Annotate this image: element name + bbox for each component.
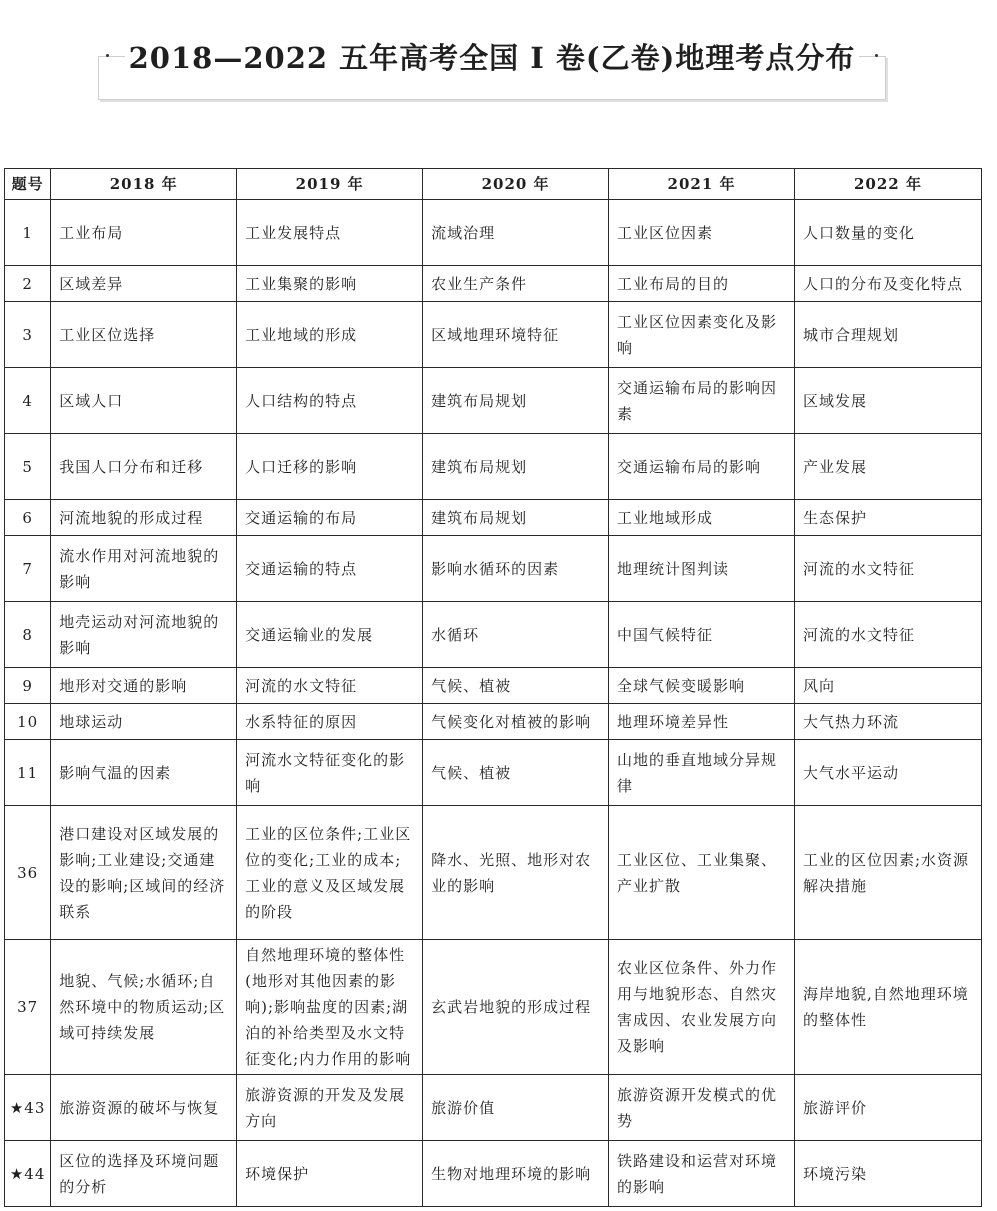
topic-cell: 工业的区位因素;水资源解决措施 [794,806,981,940]
topic-cell: 旅游资源的开发及发展方向 [237,1075,423,1141]
table-row [5,368,982,434]
table-row [5,806,982,940]
topic-cell: 地形对交通的影响 [51,668,237,704]
topic-cell: 风向 [794,668,981,704]
topic-cell: 交通运输布局的影响 [609,434,795,500]
question-number-cell: ★43 [5,1075,51,1141]
exam-topics-table [4,168,982,1207]
table-row [5,668,982,704]
table-body [5,200,982,1207]
table-row [5,704,982,740]
topic-cell: 生态保护 [794,500,981,536]
topic-cell: 交通运输的特点 [237,536,423,602]
header-year-2018: 2018 年 [51,169,237,200]
topic-cell: 工业区位因素变化及影响 [609,302,795,368]
topic-cell: 工业区位、工业集聚、产业扩散 [609,806,795,940]
topic-cell: 交通运输的布局 [237,500,423,536]
topic-cell: 人口结构的特点 [237,368,423,434]
table-row [5,536,982,602]
topic-cell: 工业的区位条件;工业区位的变化;工业的成本;工业的意义及区域发展的阶段 [237,806,423,940]
question-number-cell: 4 [5,368,51,434]
question-number-cell: 3 [5,302,51,368]
topic-cell: 河流的水文特征 [794,536,981,602]
topic-cell: 农业生产条件 [423,266,609,302]
topic-cell: 河流水文特征变化的影响 [237,740,423,806]
topic-cell: 大气水平运动 [794,740,981,806]
question-number-cell: 8 [5,602,51,668]
topic-cell: 流水作用对河流地貌的影响 [51,536,237,602]
topic-cell: 交通运输业的发展 [237,602,423,668]
topic-cell: 地球运动 [51,704,237,740]
topic-cell: 建筑布局规划 [423,500,609,536]
topic-cell: 自然地理环境的整体性(地形对其他因素的影响);影响盐度的因素;湖泊的补给类型及水文特征变化;内力作用的影响 [237,940,423,1075]
topic-cell: 人口的分布及变化特点 [794,266,981,302]
question-number-cell: 6 [5,500,51,536]
topic-cell: 铁路建设和运营对环境的影响 [609,1141,795,1207]
topic-cell: 建筑布局规划 [423,368,609,434]
topic-cell: 我国人口分布和迁移 [51,434,237,500]
question-number-cell: ★44 [5,1141,51,1207]
topic-cell: 工业地域的形成 [237,302,423,368]
topic-cell: 旅游资源开发模式的优势 [609,1075,795,1141]
table-row [5,500,982,536]
table-row [5,1141,982,1207]
topic-cell: 产业发展 [794,434,981,500]
table-row [5,302,982,368]
question-number-cell: 11 [5,740,51,806]
topic-cell: 气候、植被 [423,668,609,704]
topic-cell: 降水、光照、地形对农业的影响 [423,806,609,940]
topic-cell: 水系特征的原因 [237,704,423,740]
question-number-cell: 7 [5,536,51,602]
topic-cell: 气候变化对植被的影响 [423,704,609,740]
topic-cell: 生物对地理环境的影响 [423,1141,609,1207]
topic-cell: 交通运输布局的影响因素 [609,368,795,434]
topic-cell: 影响水循环的因素 [423,536,609,602]
topic-cell: 工业集聚的影响 [237,266,423,302]
topic-cell: 区域差异 [51,266,237,302]
topic-cell: 大气热力环流 [794,704,981,740]
topic-cell: 区域发展 [794,368,981,434]
table-header-row [5,169,982,200]
topic-cell: 农业区位条件、外力作用与地貌形态、自然灾害成因、农业发展方向及影响 [609,940,795,1075]
topic-cell: 区域人口 [51,368,237,434]
topic-cell: 区域地理环境特征 [423,302,609,368]
topic-cell: 工业地域形成 [609,500,795,536]
table-row [5,266,982,302]
topic-cell: 河流的水文特征 [794,602,981,668]
question-number-cell: 9 [5,668,51,704]
table-row [5,200,982,266]
topic-cell: 地貌、气候;水循环;自然环境中的物质运动;区域可持续发展 [51,940,237,1075]
topic-cell: 玄武岩地貌的形成过程 [423,940,609,1075]
question-number-cell: 10 [5,704,51,740]
topic-cell: 工业布局 [51,200,237,266]
topic-cell: 河流的水文特征 [237,668,423,704]
question-number-cell: 1 [5,200,51,266]
header-year-2021: 2021 年 [609,169,795,200]
title-banner [92,32,892,102]
topic-cell: 地壳运动对河流地貌的影响 [51,602,237,668]
header-year-2020: 2020 年 [423,169,609,200]
topic-cell: 气候、植被 [423,740,609,806]
topic-cell: 旅游评价 [794,1075,981,1141]
topic-cell: 地理环境差异性 [609,704,795,740]
question-number-cell: 2 [5,266,51,302]
topic-cell: 城市合理规划 [794,302,981,368]
topic-cell: 工业布局的目的 [609,266,795,302]
table-row [5,940,982,1075]
topic-cell: 人口数量的变化 [794,200,981,266]
topic-cell: 旅游资源的破坏与恢复 [51,1075,237,1141]
question-number-cell: 36 [5,806,51,940]
question-number-cell: 5 [5,434,51,500]
topic-cell: 海岸地貌,自然地理环境的整体性 [794,940,981,1075]
topic-cell: 工业发展特点 [237,200,423,266]
header-year-2022: 2022 年 [794,169,981,200]
topic-cell: 港口建设对区域发展的影响;工业建设;交通建设的影响;区域间的经济联系 [51,806,237,940]
topic-cell: 流域治理 [423,200,609,266]
topic-cell: 旅游价值 [423,1075,609,1141]
topic-cell: 环境保护 [237,1141,423,1207]
topic-cell: 人口迁移的影响 [237,434,423,500]
header-question-number: 题号 [5,169,51,200]
topic-cell: 地理统计图判读 [609,536,795,602]
topic-cell: 工业区位选择 [51,302,237,368]
table-row [5,1075,982,1141]
topic-cell: 工业区位因素 [609,200,795,266]
topic-cell: 建筑布局规划 [423,434,609,500]
page-title: 2018—2022 五年高考全国 I 卷(乙卷)地理考点分布 [92,36,892,77]
topic-cell: 中国气候特征 [609,602,795,668]
table-row [5,602,982,668]
topic-cell: 山地的垂直地域分异规律 [609,740,795,806]
topic-cell: 全球气候变暖影响 [609,668,795,704]
table-row [5,434,982,500]
topic-cell: 区位的选择及环境问题的分析 [51,1141,237,1207]
table-row [5,740,982,806]
topic-cell: 河流地貌的形成过程 [51,500,237,536]
topic-cell: 环境污染 [794,1141,981,1207]
topic-cell: 水循环 [423,602,609,668]
question-number-cell: 37 [5,940,51,1075]
topic-cell: 影响气温的因素 [51,740,237,806]
header-year-2019: 2019 年 [237,169,423,200]
